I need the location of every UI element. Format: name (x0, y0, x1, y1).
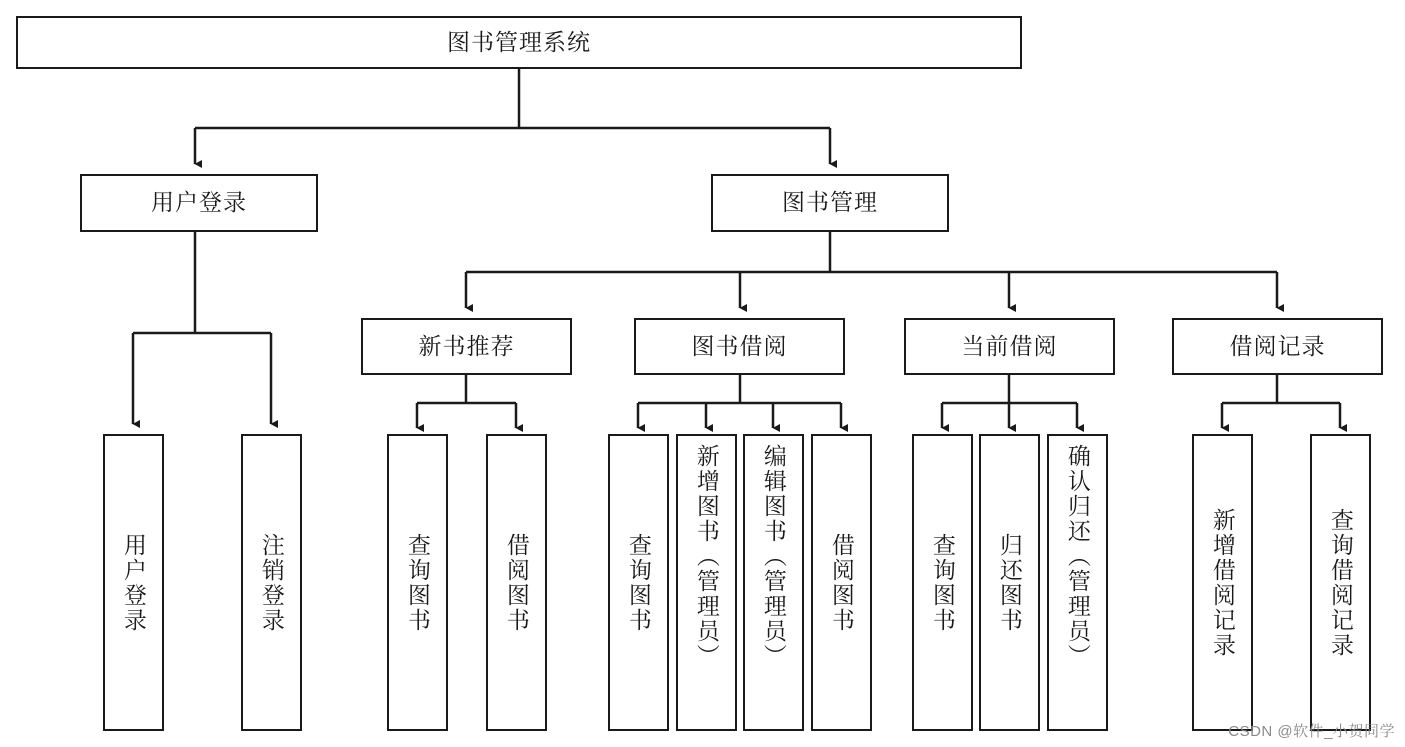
leaf-label: 借阅图书 (503, 532, 530, 633)
leaf-current-return (979, 434, 1040, 731)
node-user-login-label: 用户登录 (151, 189, 247, 216)
node-user-login (80, 174, 318, 232)
watermark-text: CSDN @软件_小贺同学 (1228, 723, 1395, 740)
leaf-records-add (1192, 434, 1253, 731)
node-borrow-records (1172, 318, 1383, 375)
leaf-new-book-query (387, 434, 448, 731)
node-root (16, 16, 1022, 69)
node-borrow-records-label: 借阅记录 (1229, 332, 1326, 359)
leaf-current-query (912, 434, 973, 731)
leaf-label: 确认归还（管理员） (1064, 444, 1091, 669)
node-current-borrow (904, 318, 1115, 375)
leaf-borrow-borrow-book (811, 434, 872, 731)
leaf-borrow-add-book (676, 434, 737, 731)
leaf-label: 新增图书（管理员） (693, 444, 720, 669)
leaf-user-login-login (103, 434, 164, 731)
leaf-label: 查询图书 (625, 532, 652, 633)
leaf-new-book-borrow (486, 434, 547, 731)
leaf-current-confirm-return (1047, 434, 1108, 731)
node-current-borrow-label: 当前借阅 (961, 332, 1058, 359)
leaf-label: 用户登录 (120, 532, 147, 633)
node-book-management-label: 图书管理 (782, 189, 878, 216)
leaf-label: 注销登录 (258, 532, 285, 633)
node-new-book-recommend (361, 318, 572, 375)
node-root-label: 图书管理系统 (447, 28, 591, 55)
leaf-records-query (1310, 434, 1371, 731)
node-book-management (711, 174, 949, 232)
leaf-label: 编辑图书（管理员） (760, 444, 787, 669)
leaf-label: 查询图书 (404, 532, 431, 633)
leaf-label: 新增借阅记录 (1209, 507, 1236, 658)
leaf-label: 归还图书 (996, 532, 1023, 633)
node-new-book-recommend-label: 新书推荐 (418, 332, 515, 359)
leaf-borrow-query (608, 434, 669, 731)
leaf-label: 查询借阅记录 (1327, 507, 1354, 658)
node-book-borrow (634, 318, 845, 375)
leaf-user-login-logout (241, 434, 302, 731)
leaf-label: 借阅图书 (828, 532, 855, 633)
node-book-borrow-label: 图书借阅 (691, 332, 788, 359)
leaf-label: 查询图书 (929, 532, 956, 633)
leaf-borrow-edit-book (743, 434, 804, 731)
